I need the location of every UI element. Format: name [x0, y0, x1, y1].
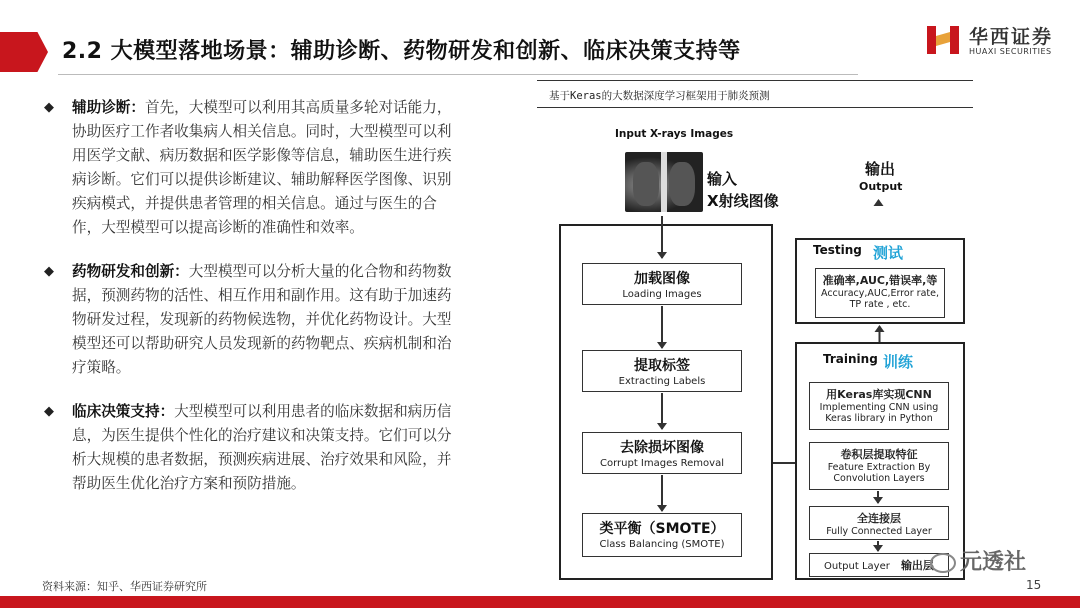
figure-caption: 基于Keras的大数据深度学习框架用于肺炎预测 — [537, 80, 973, 108]
testing-label-en: Testing — [813, 243, 862, 257]
training-fc-box: 全连接层 Fully Connected Layer — [809, 506, 949, 540]
bullet-heading: 药物研发和创新： — [72, 263, 189, 280]
chest-xray-image — [625, 152, 703, 212]
bullet-text: 首先，大模型可以利用其高质量多轮对话能力，协助医疗工作者收集病人相关信息。同时，大型模型可以利用医学文献、病历数据和医学影像等信息，辅助医生进行疾病诊断。它们可以提供诊断建议、辅助解释医学图像、识别疾病模式，并提供患者管理的相关信息。通过与医生的合作，大型模型可以提高诊断的准确性和效率。 — [72, 99, 452, 236]
step-extracting-labels: 提取标签 Extracting Labels — [582, 350, 742, 392]
footer-bar — [0, 596, 1080, 608]
input-label-cn-1: 输入 — [707, 170, 738, 188]
company-logo — [925, 20, 1065, 60]
training-cnn-box: 用Keras库实现CNN Implementing CNN using Keras library in Python — [809, 382, 949, 430]
testing-metrics-box: 准确率,AUC,错误率,等 Accuracy,AUC,Error rate, TP rate , etc. — [815, 268, 945, 318]
arrow-down — [661, 393, 663, 429]
bullet-clinical-decision — [44, 400, 454, 496]
bullet-text: 大型模型可以利用患者的临床数据和病历信息，为医生提供个性化的治疗建议和决策支持。它们可以分析大规模的患者数据，预测疾病进展、治疗效果和风险，并帮助医生优化治疗方案和预防措施。 — [72, 403, 452, 492]
pneumonia-framework-figure — [537, 80, 973, 582]
arrow-up-output — [878, 200, 880, 206]
logo-text-en: HUAXI SECURITIES — [969, 47, 1052, 56]
huaxi-logo-icon — [925, 22, 961, 58]
training-label-cn: 训练 — [883, 353, 914, 371]
diamond-bullet-icon: ◆ — [44, 100, 54, 115]
page-title: 2.2 大模型落地场景：辅助诊断、药物研发和创新、临床决策支持等 — [62, 39, 741, 64]
bullet-heading: 辅助诊断： — [72, 99, 145, 116]
step-class-balancing: 类平衡（SMOTE） Class Balancing (SMOTE) — [582, 513, 742, 557]
diamond-bullet-icon: ◆ — [44, 404, 54, 419]
diamond-bullet-icon: ◆ — [44, 264, 54, 279]
arrow-down — [877, 541, 879, 551]
bullet-text: 大型模型可以分析大量的化合物和药物数据，预测药物的活性、相互作用和副作用。这有助于加速药物研发过程，发现新的药物候选物，并优化药物设计。大型模型还可以帮助研究人员发现新的药物靶点、疾病机制和治疗策略。 — [72, 263, 452, 376]
title-accent-tab — [0, 32, 48, 72]
training-label-en: Training — [823, 352, 878, 366]
logo-text-cn: 华西证券 — [969, 26, 1054, 48]
input-label-en: Input X-rays Images — [615, 128, 734, 140]
output-label-cn: 输出 — [865, 160, 896, 178]
arrow-up-testing — [879, 326, 881, 342]
wechat-icon — [930, 553, 956, 573]
page-number: 15 — [1026, 578, 1042, 592]
title-divider — [58, 74, 858, 75]
training-conv-box: 卷积层提取特征 Feature Extraction By Convolution Layers — [809, 442, 949, 490]
output-label-en: Output — [859, 180, 903, 193]
step-loading-images: 加载图像 Loading Images — [582, 263, 742, 305]
testing-frame — [795, 238, 965, 324]
bullet-drug-discovery — [44, 260, 454, 380]
arrow-down — [661, 216, 663, 258]
testing-label-cn: 测试 — [873, 244, 904, 262]
bullet-list — [44, 96, 454, 516]
arrow-down — [661, 475, 663, 511]
input-label-cn-2: X射线图像 — [707, 192, 779, 210]
arrow-down — [877, 491, 879, 503]
training-output-box: Output Layer 输出层 — [809, 553, 949, 577]
bullet-heading: 临床决策支持： — [72, 403, 175, 420]
watermark: 元透社 — [930, 545, 1026, 576]
source-note: 资料来源：知乎、华西证券研究所 — [42, 580, 207, 593]
arrow-down — [661, 306, 663, 348]
bullet-diagnosis — [44, 96, 454, 240]
step-corrupt-removal: 去除损坏图像 Corrupt Images Removal — [582, 432, 742, 474]
